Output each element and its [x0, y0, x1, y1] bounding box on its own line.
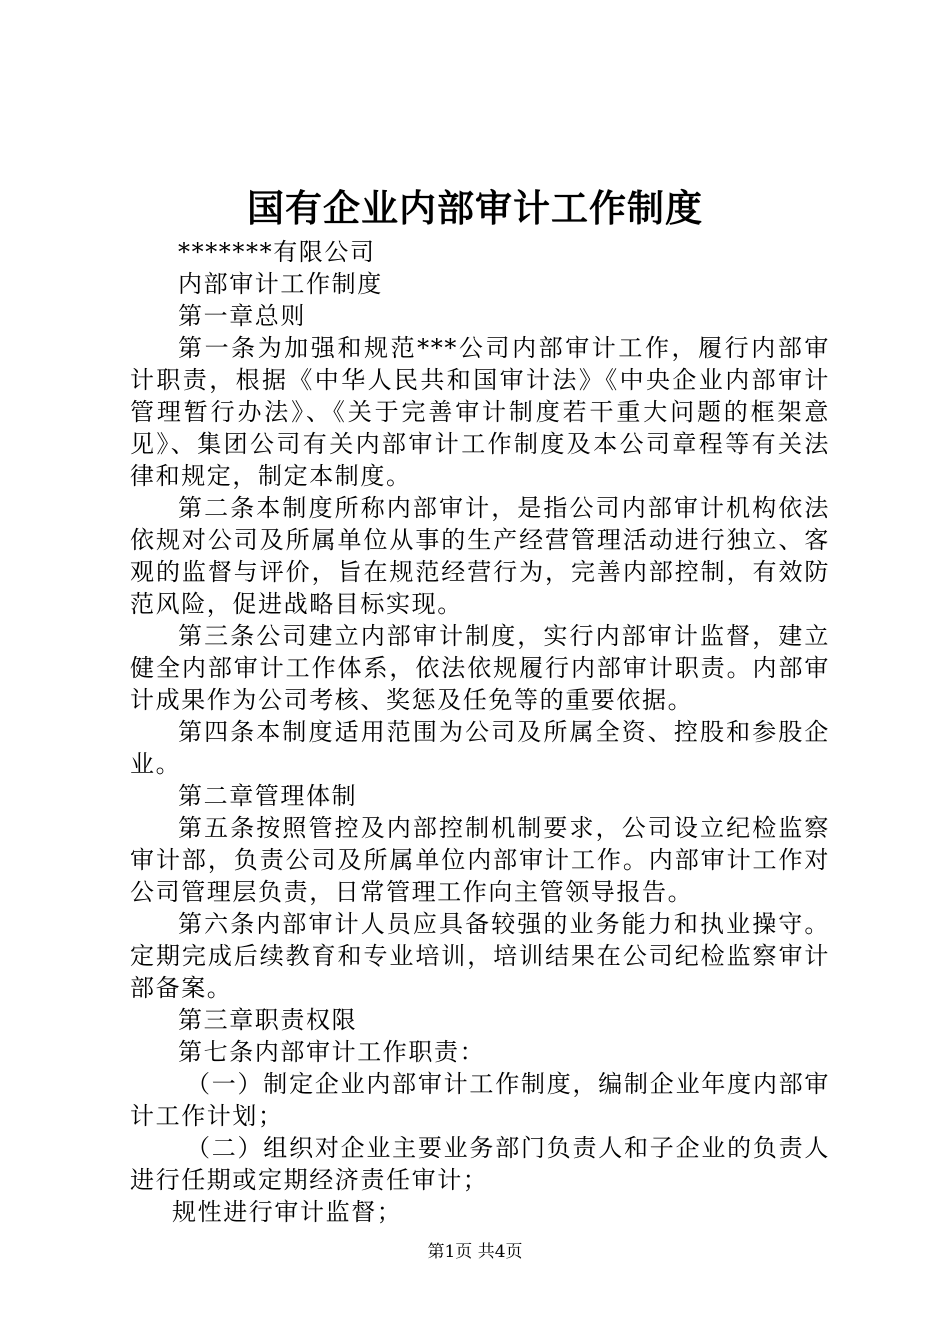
article-paragraph: 第二条本制度所称内部审计，是指公司内部审计机构依法依规对公司及所属单位从事的生产经营管理活动进行独立、客观的监督与评价，旨在规范经营行为，完善内部控制，有效防范风险，促进战略目标实现。: [130, 494, 830, 618]
document-title: 国有企业内部审计工作制度: [247, 186, 703, 230]
chapter-heading: 第一章总则: [178, 302, 306, 330]
article-paragraph: 规性进行审计监督；: [172, 1198, 403, 1226]
list-item: （二）组织对企业主要业务部门负责人和子企业的负责人进行任期或定期经济责任审计；: [130, 1134, 830, 1194]
article-paragraph: 第六条内部审计人员应具备较强的业务能力和执业操守。定期完成后续教育和专业培训，培训结果在公司纪检监察审计部备案。: [130, 910, 830, 1002]
list-item: （一）制定企业内部审计工作制度，编制企业年度内部审计工作计划；: [130, 1070, 830, 1130]
article-paragraph: 第三条公司建立内部审计制度，实行内部审计监督，建立健全内部审计工作体系，依法依规履行内部审计职责。内部审计成果作为公司考核、奖惩及任免等的重要依据。: [130, 622, 830, 714]
chapter-heading: 第三章职责权限: [178, 1006, 358, 1034]
company-name-line: *******有限公司: [178, 238, 376, 266]
article-paragraph: 第五条按照管控及内部控制机制要求，公司设立纪检监察审计部，负责公司及所属单位内部审计工作。内部审计工作对公司管理层负责，日常管理工作向主管领导报告。: [130, 814, 830, 906]
subtitle-line: 内部审计工作制度: [178, 270, 383, 298]
page-footer: 第1页 共4页: [427, 1242, 523, 1262]
article-paragraph: 第四条本制度适用范围为公司及所属全资、控股和参股企业。: [130, 718, 830, 778]
document-body: [130, 236, 830, 1228]
chapter-heading: 第二章管理体制: [178, 782, 358, 810]
article-paragraph: 第七条内部审计工作职责：: [178, 1038, 486, 1066]
article-paragraph: 第一条为加强和规范***公司内部审计工作，履行内部审计职责，根据《中华人民共和国审计法》《中央企业内部审计管理暂行办法》、《关于完善审计制度若干重大问题的框架意见》、集团公司有关内部审计工作制度及本公司章程等有关法律和规定，制定本制度。: [130, 334, 830, 490]
